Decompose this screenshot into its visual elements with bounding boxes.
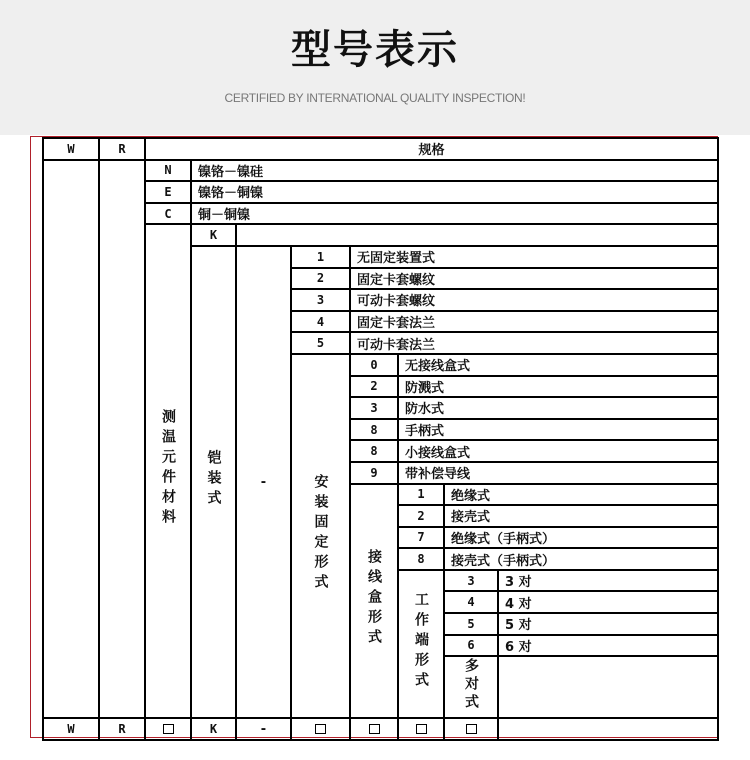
box-code: 0 <box>350 354 398 376</box>
box-name: 带补偿导线 <box>398 462 718 484</box>
end-label: 工作端形式 <box>398 570 444 718</box>
footer-mount-box <box>291 718 350 740</box>
pair-code: 6 <box>444 635 498 657</box>
mount-code: 2 <box>291 268 350 290</box>
mount-code: 1 <box>291 246 350 268</box>
table-row <box>43 224 718 246</box>
mount-name: 固定卡套螺纹 <box>350 268 718 290</box>
footer-material-box <box>145 718 191 740</box>
footer-pair-box <box>444 718 498 740</box>
pair-name: 3 对 <box>498 570 718 592</box>
pair-name: 4 对 <box>498 591 718 613</box>
model-designation-table <box>42 137 719 741</box>
material-name: 铜－铜镍 <box>191 203 718 225</box>
box-name: 小接线盒式 <box>398 440 718 462</box>
box-name: 无接线盒式 <box>398 354 718 376</box>
checkbox-square-icon <box>466 724 477 734</box>
w-span <box>43 160 99 719</box>
pair-code: 3 <box>444 570 498 592</box>
mount-name: 固定卡套法兰 <box>350 311 718 333</box>
material-label: 测温元件材料 <box>145 224 191 718</box>
mount-name: 无固定装置式 <box>350 246 718 268</box>
material-code: C <box>145 203 191 225</box>
material-name: 镍铬－镍硅 <box>191 160 718 182</box>
footer-end-box <box>398 718 444 740</box>
footer-dash: - <box>236 718 291 740</box>
mount-name: 可动卡套法兰 <box>350 332 718 354</box>
page-title: 型号表示 <box>291 27 459 73</box>
box-code: 3 <box>350 397 398 419</box>
footer-boxtype-box <box>350 718 398 740</box>
footer-r: R <box>99 718 145 740</box>
dash-cell: - <box>236 246 291 718</box>
pair-code: 4 <box>444 591 498 613</box>
col-spec: 规格 <box>145 138 718 160</box>
mount-code: 4 <box>291 311 350 333</box>
footer-k: K <box>191 718 236 740</box>
pair-code: 5 <box>444 613 498 635</box>
material-code: N <box>145 160 191 182</box>
mount-label: 安装固定形式 <box>291 354 350 718</box>
box-code: 9 <box>350 462 398 484</box>
col-r: R <box>99 138 145 160</box>
end-code: 1 <box>398 484 444 506</box>
end-name: 绝缘式 <box>444 484 718 506</box>
pair-name: 6 对 <box>498 635 718 657</box>
k-code: K <box>191 224 236 246</box>
table-row <box>43 160 718 182</box>
box-name: 防水式 <box>398 397 718 419</box>
empty-cell <box>236 224 718 246</box>
footer-w: W <box>43 718 99 740</box>
box-code: 2 <box>350 376 398 398</box>
col-w: W <box>43 138 99 160</box>
box-code: 8 <box>350 440 398 462</box>
mount-code: 3 <box>291 289 350 311</box>
pair-name: 5 对 <box>498 613 718 635</box>
box-name: 防溅式 <box>398 376 718 398</box>
checkbox-square-icon <box>416 724 427 734</box>
table-header-row <box>43 138 718 160</box>
multi-label: 多对式 <box>444 656 498 718</box>
box-name: 手柄式 <box>398 419 718 441</box>
end-name: 绝缘式（手柄式） <box>444 527 718 549</box>
checkbox-square-icon <box>315 724 326 734</box>
end-code: 2 <box>398 505 444 527</box>
empty-cell <box>498 718 718 740</box>
end-code: 8 <box>398 548 444 570</box>
material-name: 镍铬－铜镍 <box>191 181 718 203</box>
checkbox-square-icon <box>163 724 174 734</box>
mount-code: 5 <box>291 332 350 354</box>
page-subtitle: CERTIFIED BY INTERNATIONAL QUALITY INSPECTION! <box>224 91 526 105</box>
material-code: E <box>145 181 191 203</box>
r-span <box>99 160 145 719</box>
checkbox-square-icon <box>369 724 380 734</box>
box-code: 8 <box>350 419 398 441</box>
end-code: 7 <box>398 527 444 549</box>
box-label: 接线盒形式 <box>350 484 398 719</box>
armored-label: 铠装式 <box>191 246 236 718</box>
table-row <box>43 203 718 225</box>
table-footer-row <box>43 718 718 740</box>
end-name: 接壳式（手柄式） <box>444 548 718 570</box>
table-row <box>43 181 718 203</box>
mount-name: 可动卡套螺纹 <box>350 289 718 311</box>
end-name: 接壳式 <box>444 505 718 527</box>
header-banner <box>0 0 750 135</box>
empty-cell <box>498 656 718 718</box>
